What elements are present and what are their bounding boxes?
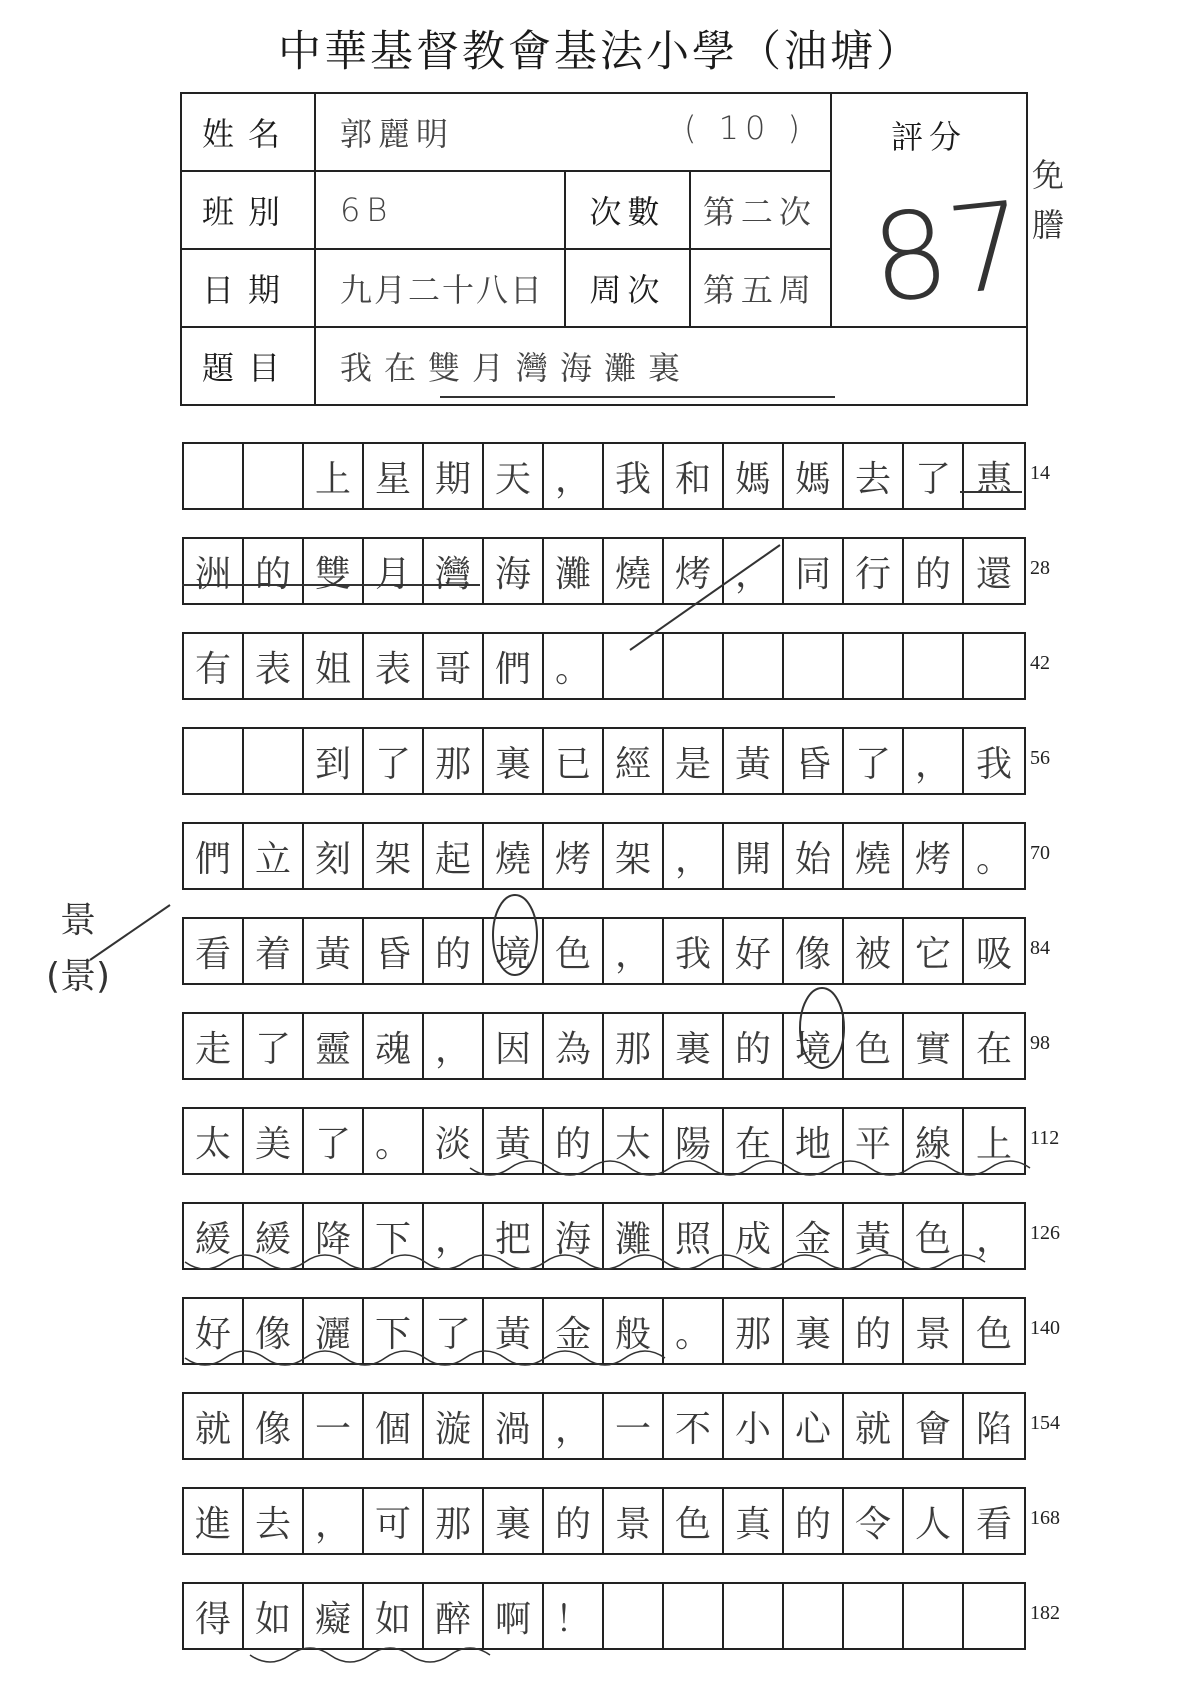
date-value: 九月二十八日 (315, 249, 565, 327)
grid-cell: 架 (364, 824, 424, 888)
row-char-count: 56 (1030, 747, 1050, 769)
grid-cell: 平 (844, 1109, 904, 1173)
grid-cell: 黃 (484, 1109, 544, 1173)
grid-cell: 它 (904, 919, 964, 983)
grid-cell: 的 (244, 539, 304, 603)
grid-cell: 魂 (364, 1014, 424, 1078)
grid-cell: 我 (975, 743, 1012, 785)
grid-cell: 色 (904, 1204, 964, 1268)
waived-note: 免謄 (1032, 156, 1065, 244)
grid-cell (904, 634, 964, 698)
grid-cell: 灑 (304, 1299, 364, 1363)
grid-cell: 惠 (975, 458, 1012, 500)
grid-row (182, 1392, 1026, 1460)
grid-cell (784, 1584, 844, 1648)
grid-row (182, 917, 1026, 985)
grid-cell: 境 (484, 919, 544, 983)
grid-cell: 黃 (724, 729, 784, 793)
row-char-count: 112 (1030, 1127, 1060, 1149)
grid-cell: ， (544, 1394, 604, 1458)
grid-cell (244, 729, 304, 793)
row-char-count: 84 (1030, 937, 1050, 959)
grid-cell: 金 (784, 1204, 844, 1268)
grid-cell: 因 (484, 1014, 544, 1078)
grid-cell: 緩 (184, 1204, 244, 1268)
grid-cell: 哥 (424, 634, 484, 698)
grid-cell: 緩 (244, 1204, 304, 1268)
grid-cell (724, 634, 784, 698)
row-char-count: 98 (1030, 1032, 1050, 1054)
info-table (180, 92, 1032, 406)
grid-cell: 是 (664, 729, 724, 793)
grid-cell: 昏 (784, 729, 844, 793)
grid-cell: 還 (975, 553, 1012, 595)
grid-cell: 的 (844, 1299, 904, 1363)
grid-cell: 到 (304, 729, 364, 793)
grid-cell: 了 (364, 729, 424, 793)
grid-cell: 灘 (604, 1204, 664, 1268)
grade-label: 評分 (890, 118, 967, 156)
date-label: 日期 (181, 249, 315, 327)
grid-cell: 黃 (484, 1299, 544, 1363)
student-name: 郭麗明 (340, 115, 455, 153)
grid-cell: 色 (544, 919, 604, 983)
grid-cell: 好 (724, 919, 784, 983)
margin-correction (38, 893, 118, 1005)
grid-cell: 了 (424, 1299, 484, 1363)
grid-cell: 表 (244, 634, 304, 698)
grid-cell: 進 (184, 1489, 244, 1553)
grid-cell: 那 (724, 1299, 784, 1363)
grid-cell: 降 (304, 1204, 364, 1268)
grid-cell: 就 (184, 1394, 244, 1458)
grid-cell: 景 (604, 1489, 664, 1553)
grid-cell: 在 (975, 1028, 1012, 1070)
grid-cell: 一 (304, 1394, 364, 1458)
grid-cell: 走 (184, 1014, 244, 1078)
grid-cell (604, 634, 664, 698)
grid-cell: 像 (244, 1394, 304, 1458)
grid-cell (724, 1584, 784, 1648)
grid-cell (664, 1584, 724, 1648)
grid-cell: 們 (484, 634, 544, 698)
grid-cell: 淡 (424, 1109, 484, 1173)
grid-row (182, 632, 1026, 700)
grid-cell: 和 (664, 444, 724, 508)
grid-cell: 色 (664, 1489, 724, 1553)
grid-cell: 小 (724, 1394, 784, 1458)
grid-cell: ， (904, 729, 964, 793)
grid-cell: 我 (664, 919, 724, 983)
grid-cell: 太 (604, 1109, 664, 1173)
grid-cell (844, 634, 904, 698)
grid-cell: 像 (244, 1299, 304, 1363)
grid-cell: 的 (784, 1489, 844, 1553)
name-label: 姓名 (181, 93, 315, 171)
grid-cell: 醉 (424, 1584, 484, 1648)
grid-cell: 同 (784, 539, 844, 603)
row-char-count: 14 (1030, 462, 1050, 484)
grid-cell: 。 (364, 1109, 424, 1173)
grid-row (182, 1582, 1026, 1650)
grid-cell: 裏 (484, 1489, 544, 1553)
grid-cell: 好 (184, 1299, 244, 1363)
grid-cell: 看 (184, 919, 244, 983)
grid-row (182, 1487, 1026, 1555)
grid-cell: 洲 (184, 539, 244, 603)
row-char-count: 140 (1030, 1317, 1060, 1339)
grid-cell: 境 (784, 1014, 844, 1078)
grid-cell: 那 (604, 1014, 664, 1078)
grid-cell: ， (975, 1218, 1012, 1260)
grid-cell: 灘 (544, 539, 604, 603)
grid-cell: ， (424, 1204, 484, 1268)
grid-cell: 昏 (364, 919, 424, 983)
grid-cell: 一 (604, 1394, 664, 1458)
grid-cell: 有 (184, 634, 244, 698)
grid-cell: 靈 (304, 1014, 364, 1078)
grid-cell: 人 (904, 1489, 964, 1553)
grid-cell: 會 (904, 1394, 964, 1458)
grid-cell: 如 (364, 1584, 424, 1648)
grid-cell: 的 (724, 1014, 784, 1078)
grid-cell (784, 634, 844, 698)
grid-cell: 看 (975, 1503, 1012, 1545)
row-char-count: 154 (1030, 1412, 1060, 1434)
grid-row (182, 442, 1026, 510)
grid-cell (844, 1584, 904, 1648)
grid-cell (964, 1584, 1024, 1648)
grid-cell: 吸 (975, 933, 1012, 975)
grid-cell: 。 (664, 1299, 724, 1363)
grid-cell: 的 (904, 539, 964, 603)
grid-cell: 。 (544, 634, 604, 698)
grid-cell: 媽 (784, 444, 844, 508)
grid-cell: 着 (244, 919, 304, 983)
score: 87 (865, 176, 1032, 331)
grid-row (182, 1202, 1026, 1270)
grid-cell: 架 (604, 824, 664, 888)
grid-cell: 令 (844, 1489, 904, 1553)
grid-cell (904, 1584, 964, 1648)
grid-cell (964, 634, 1024, 698)
grid-cell: 媽 (724, 444, 784, 508)
grid-cell: 烤 (544, 824, 604, 888)
grid-cell: 渦 (484, 1394, 544, 1458)
grid-cell: 經 (604, 729, 664, 793)
grid-cell: 雙 (304, 539, 364, 603)
grid-cell: 了 (844, 729, 904, 793)
grid-cell: 為 (544, 1014, 604, 1078)
grid-cell: 照 (664, 1204, 724, 1268)
grid-cell: 烤 (664, 539, 724, 603)
grid-cell: ， (304, 1489, 364, 1553)
grid-row (182, 727, 1026, 795)
grid-cell: 金 (544, 1299, 604, 1363)
grid-cell: 那 (424, 729, 484, 793)
grid-cell: 地 (784, 1109, 844, 1173)
grid-cell: 上 (975, 1123, 1012, 1165)
grid-cell: ， (604, 919, 664, 983)
grid-cell: 天 (484, 444, 544, 508)
grid-cell: 個 (364, 1394, 424, 1458)
grid-cell: 癡 (304, 1584, 364, 1648)
grid-cell: 黃 (844, 1204, 904, 1268)
grid-cell: 不 (664, 1394, 724, 1458)
grid-cell: 我 (604, 444, 664, 508)
grid-row (182, 1012, 1026, 1080)
grid-cell (244, 444, 304, 508)
grid-cell: 表 (364, 634, 424, 698)
grid-cell: 黃 (304, 919, 364, 983)
grid-cell: 把 (484, 1204, 544, 1268)
grid-cell: 美 (244, 1109, 304, 1173)
grid-cell (604, 1584, 664, 1648)
grid-cell: 了 (244, 1014, 304, 1078)
attempt-label: 次數 (565, 171, 690, 249)
grid-cell: 像 (784, 919, 844, 983)
grid-cell: 的 (544, 1109, 604, 1173)
grid-cell: 在 (724, 1109, 784, 1173)
grid-cell: 真 (724, 1489, 784, 1553)
topic-label: 題目 (181, 327, 315, 405)
grid-cell: 刻 (304, 824, 364, 888)
grid-cell: 期 (424, 444, 484, 508)
grid-cell: 那 (424, 1489, 484, 1553)
grid-cell: 漩 (424, 1394, 484, 1458)
grid-cell: 啊 (484, 1584, 544, 1648)
grid-cell: 裏 (784, 1299, 844, 1363)
grid-cell: 開 (724, 824, 784, 888)
class-value: 6B (315, 171, 565, 249)
page-title: 中華基督教會基法小學（油塘） (278, 27, 922, 77)
week-label: 周次 (565, 249, 690, 327)
grid-cell: 灣 (424, 539, 484, 603)
grid-cell: 裏 (664, 1014, 724, 1078)
grid-cell: 們 (184, 824, 244, 888)
grid-cell: 色 (844, 1014, 904, 1078)
grid-cell: ！ (544, 1584, 604, 1648)
grid-cell: 燒 (484, 824, 544, 888)
grid-cell: ， (664, 824, 724, 888)
grid-cell: 陷 (975, 1408, 1012, 1450)
grid-cell: ， (724, 539, 784, 603)
grid-cell: 就 (844, 1394, 904, 1458)
grid-row (182, 822, 1026, 890)
grid-cell: 陽 (664, 1109, 724, 1173)
grid-cell: 已 (544, 729, 604, 793)
grid-cell: 立 (244, 824, 304, 888)
grid-cell: 被 (844, 919, 904, 983)
grid-cell: 始 (784, 824, 844, 888)
topic-value: 我在雙月灣海灘裏 (315, 327, 1027, 405)
grid-cell: 去 (844, 444, 904, 508)
grid-cell: 了 (304, 1109, 364, 1173)
grid-cell: 海 (544, 1204, 604, 1268)
grid-cell: 得 (184, 1584, 244, 1648)
margin-correction-word: 景 (59, 900, 96, 941)
grid-cell: 太 (184, 1109, 244, 1173)
row-char-count: 126 (1030, 1222, 1060, 1244)
row-char-count: 28 (1030, 557, 1050, 579)
grid-cell: 行 (844, 539, 904, 603)
grid-cell: 如 (244, 1584, 304, 1648)
class-label: 班別 (181, 171, 315, 249)
grid-cell: 的 (424, 919, 484, 983)
grade-box (831, 93, 1032, 331)
grid-cell: 去 (244, 1489, 304, 1553)
row-char-count: 182 (1030, 1602, 1060, 1624)
grid-cell: 心 (784, 1394, 844, 1458)
grid-cell: 烤 (904, 824, 964, 888)
row-char-count: 168 (1030, 1507, 1060, 1529)
grid-row (182, 1107, 1026, 1175)
row-char-count: 70 (1030, 842, 1050, 864)
grid-cell: ， (424, 1014, 484, 1078)
grid-cell: 成 (724, 1204, 784, 1268)
wavy-underline-4 (250, 1648, 490, 1662)
grid-cell: 了 (904, 444, 964, 508)
grid-cell: 海 (484, 539, 544, 603)
grid-cell: ， (544, 444, 604, 508)
attempt-value: 第二次 (690, 171, 831, 249)
grid-cell: 起 (424, 824, 484, 888)
grid-cell: 般 (604, 1299, 664, 1363)
grid-row (182, 537, 1026, 605)
grid-cell: 上 (304, 444, 364, 508)
grid-cell: 可 (364, 1489, 424, 1553)
grid-cell: 下 (364, 1299, 424, 1363)
grid-cell: 色 (975, 1313, 1012, 1355)
grid-cell: 。 (975, 838, 1012, 880)
grid-cell: 線 (904, 1109, 964, 1173)
name-value (315, 93, 831, 171)
grid-cell: 裏 (484, 729, 544, 793)
grid-cell (184, 444, 244, 508)
grid-cell: 月 (364, 539, 424, 603)
row-char-count: 42 (1030, 652, 1050, 674)
grid-cell: 燒 (604, 539, 664, 603)
grid-row (182, 1297, 1026, 1365)
grid-cell: 下 (364, 1204, 424, 1268)
week-value: 第五周 (690, 249, 831, 327)
grid-cell: 景 (904, 1299, 964, 1363)
grid-cell: 的 (544, 1489, 604, 1553)
grid-cell: 燒 (844, 824, 904, 888)
grid-cell: 姐 (304, 634, 364, 698)
grid-cell: 實 (904, 1014, 964, 1078)
margin-correction-paren: (景) (45, 956, 111, 997)
class-number: ( 10 ) (683, 109, 806, 147)
grid-cell (184, 729, 244, 793)
grid-cell: 星 (364, 444, 424, 508)
grid-cell (664, 634, 724, 698)
